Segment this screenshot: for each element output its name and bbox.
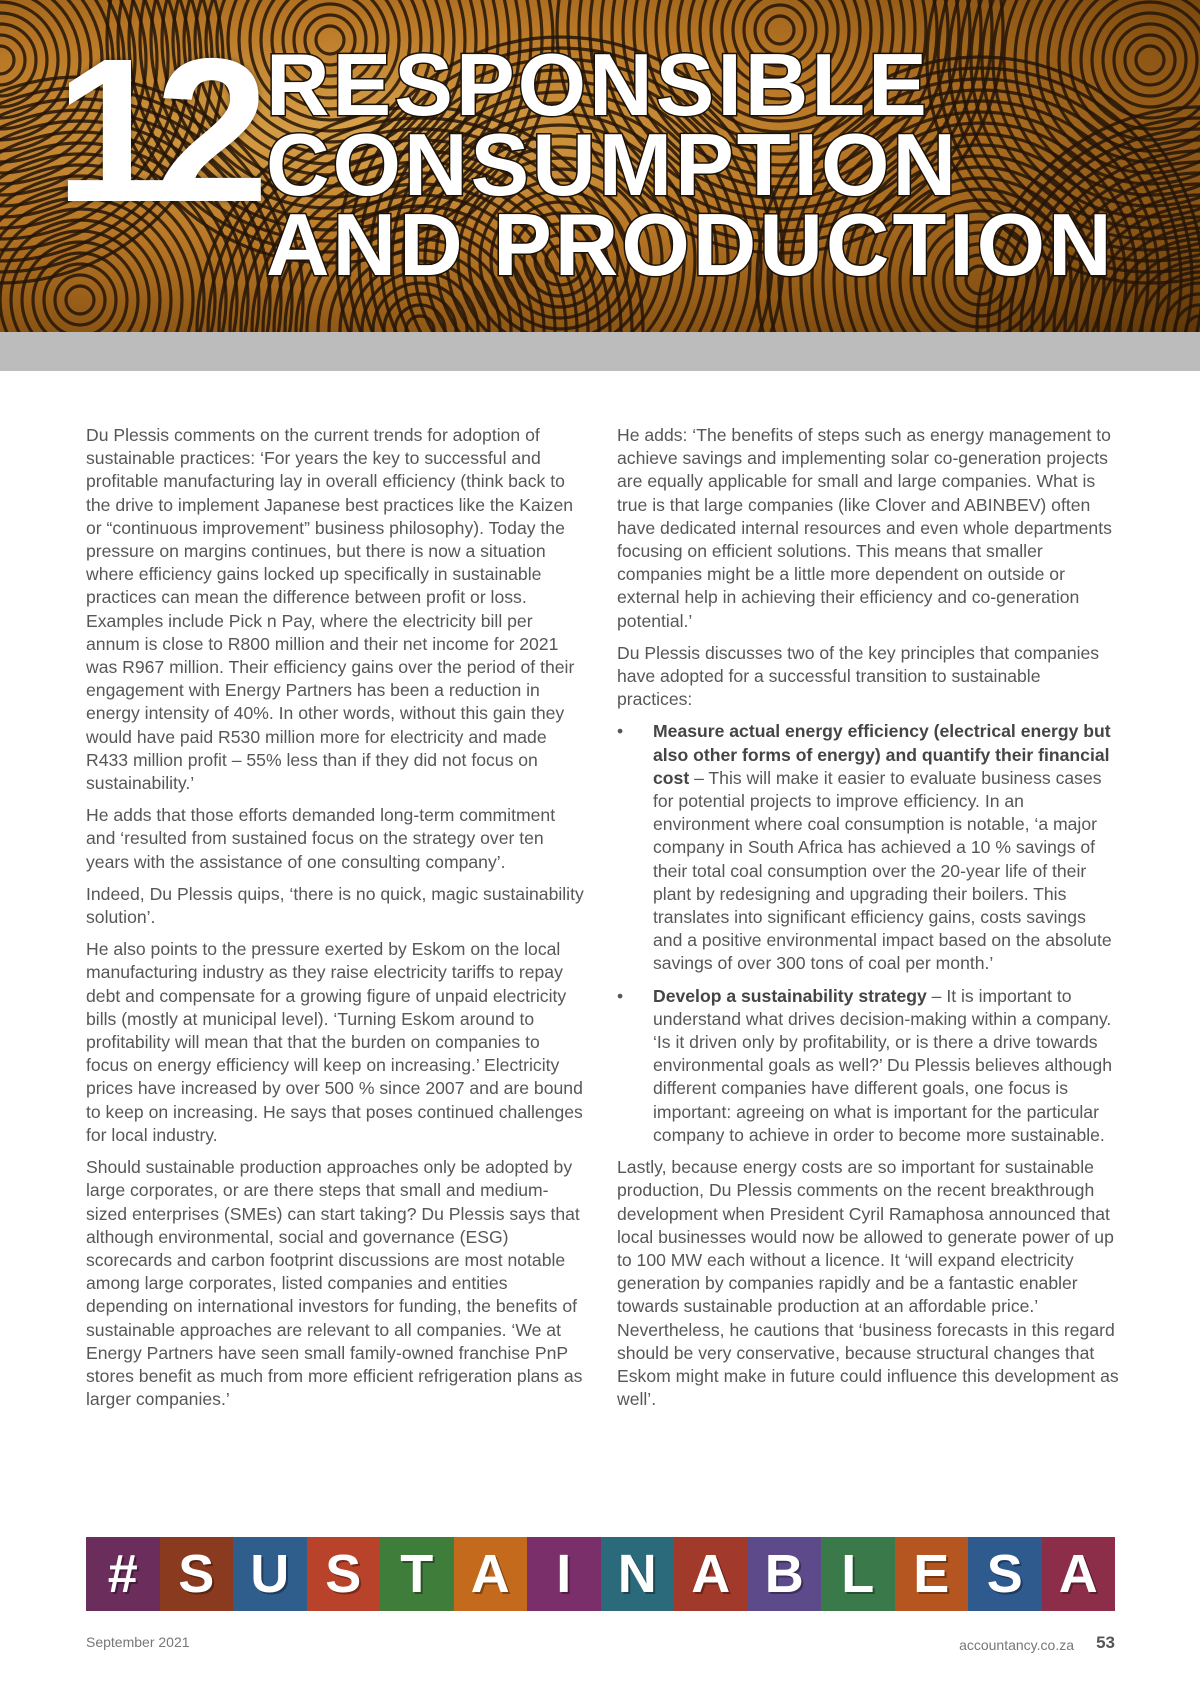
hashtag-tile: A [454,1537,528,1611]
paragraph: He adds that those efforts demanded long-term commitment and ‘resulted from sustained focus on the strategy over ten years with the assistance of one consulting company’. [86,805,556,872]
paragraph: Du Plessis comments on the current trends for adoption of sustainable practices: ‘For years the key to successful and profitable manufacturing lay in overall efficiency (think back to the drive to implement Japanese best practices like the Kaizen or “continuous improvement” business philosophy). Today the pressure on margins continues, but there is now a situation where efficiency gains locked up specifically in sustainable practices can mean the difference between profit or loss. Examples include Pick n Pay, where the electricity bill per annum is close to R800 million and their net income for 2021 was R967 million. Their efficiency gains over the period of their engagement with Energy Partners has been a reduction in energy intensity of 40%. In other words, without this gain they would have paid R530 million more for electricity and made R433 million profit – 55% less than if they did not focus on sustainability.’ [86,425,575,794]
page-number: 53 [1096,1633,1115,1652]
goal-title-line-3: AND PRODUCTION [266,195,1115,294]
list-item [617,720,1119,975]
hashtag-tile: L [821,1537,895,1611]
list-item-text: – This will make it easier to evaluate business cases for potential projects to improve efficiency. In an environment where coal consumption is notable, ‘a major company in South Africa has achieved a 10 % savings of their total coal consumption over the 20-year life of their plant by redesigning and upgrading their boilers. This translates into significant efficiency gains, costs savings and a positive environmental impact based on the absolute savings of over 300 tons of coal per month.’ [653,767,1112,974]
hashtag-tile: A [1042,1537,1116,1611]
list-item-heading: Develop a sustainability strategy [653,985,927,1006]
hashtag-tile: B [748,1537,822,1611]
list-item-text: – It is important to understand what drives decision-making within a company. ‘Is it driven only by profitability, or is there a drive towards environmental goals as well?’ Du Plessis believes although different companies have different goals, one focus is important: agreeing on what is important for the particular company to achieve in order to become more sustainable. [653,985,1112,1145]
goal-title-line-1: RESPONSIBLE [266,35,930,134]
header-banner [0,0,1200,332]
paragraph: Should sustainable production approaches only be adopted by large corporates, or are there steps that small and medium-sized enterprises (SMEs) can start taking? Du Plessis says that although environmental, social and governance (ESG) scorecards and carbon footprint discussions are most notable among large corporates, listed companies and entities depending on international investors for funding, the benefits of sustainable approaches are relevant to all companies. ‘We at Energy Partners have seen small family-owned franchise PnP stores benefit as much from more efficient refrigeration plans as larger companies.’ [86,1157,583,1410]
hashtag-tile: A [674,1537,748,1611]
hashtag-tile: S [160,1537,234,1611]
list-item [617,985,1119,1147]
hashtag-tile: U [233,1537,307,1611]
bullet-icon: • [617,721,624,742]
issue-date: September 2021 [86,1634,190,1650]
paragraph: Indeed, Du Plessis quips, ‘there is no quick, magic sustainability solution’. [86,883,584,928]
grey-divider-band [0,332,1200,371]
paragraph: He also points to the pressure exerted by Eskom on the local manufacturing industry as they raise electricity tariffs to repay debt and compensate for a growing figure of unpaid electricity bills (mostly at municipal level). ‘Turning Eskom around to profitability will mean that that the burden on companies to focus on energy efficiency will keep on increasing.’ Electricity prices have increased by over 500 % since 2007 and are bound to keep on increasing. He says that poses continued challenges for local industry. [86,939,583,1145]
hashtag-tile: S [968,1537,1042,1611]
paragraph: Lastly, because energy costs are so important for sustainable production, Du Plessis comments on the recent breakthrough development when President Cyril Ramaphosa announced that local businesses would now be allowed to generate power of up to 100 MW each without a licence. It ‘will expand electricity generation by companies rapidly and be a fantastic enabler towards sustainable production at an affordable price.’ Nevertheless, he cautions that ‘business forecasts in this regard should be very conservative, because structural changes that Eskom might make in future could influence this development as well’. [617,1157,1119,1410]
goal-title [266,35,1115,294]
hashtag-tile: N [601,1537,675,1611]
hashtag-tile: S [307,1537,381,1611]
sustainablesa-hashtag-banner [86,1537,1115,1611]
hashtag-tile: # [86,1537,160,1611]
hashtag-tile: I [527,1537,601,1611]
list-item-heading: Measure actual energy efficiency (electrical energy but also other forms of energy) and quantify their financial cost [653,721,1111,788]
goal-title-line-2: CONSUMPTION [266,115,959,214]
paragraph: He adds: ‘The benefits of steps such as energy management to achieve savings and implementing solar co-generation projects are equally applicable for small and large companies. What is true is that large companies (like Clover and ABINBEV) often have dedicated internal resources and even whole departments focusing on efficient solutions. This means that smaller companies might be a little more dependent on outside or external help in achieving their efficiency and co-generation potential.’ [617,425,1112,631]
bullet-icon: • [617,985,624,1006]
paragraph: Du Plessis discusses two of the key principles that companies have adopted for a successful transition to sustainable practices: [617,642,1100,710]
website-url: accountancy.co.za [959,1637,1074,1653]
goal-number: 12 [55,16,256,245]
hashtag-tile: T [380,1537,454,1611]
principles-list [617,720,1119,1147]
hashtag-tile: E [895,1537,969,1611]
left-column [86,424,586,1420]
right-column [617,424,1119,1420]
